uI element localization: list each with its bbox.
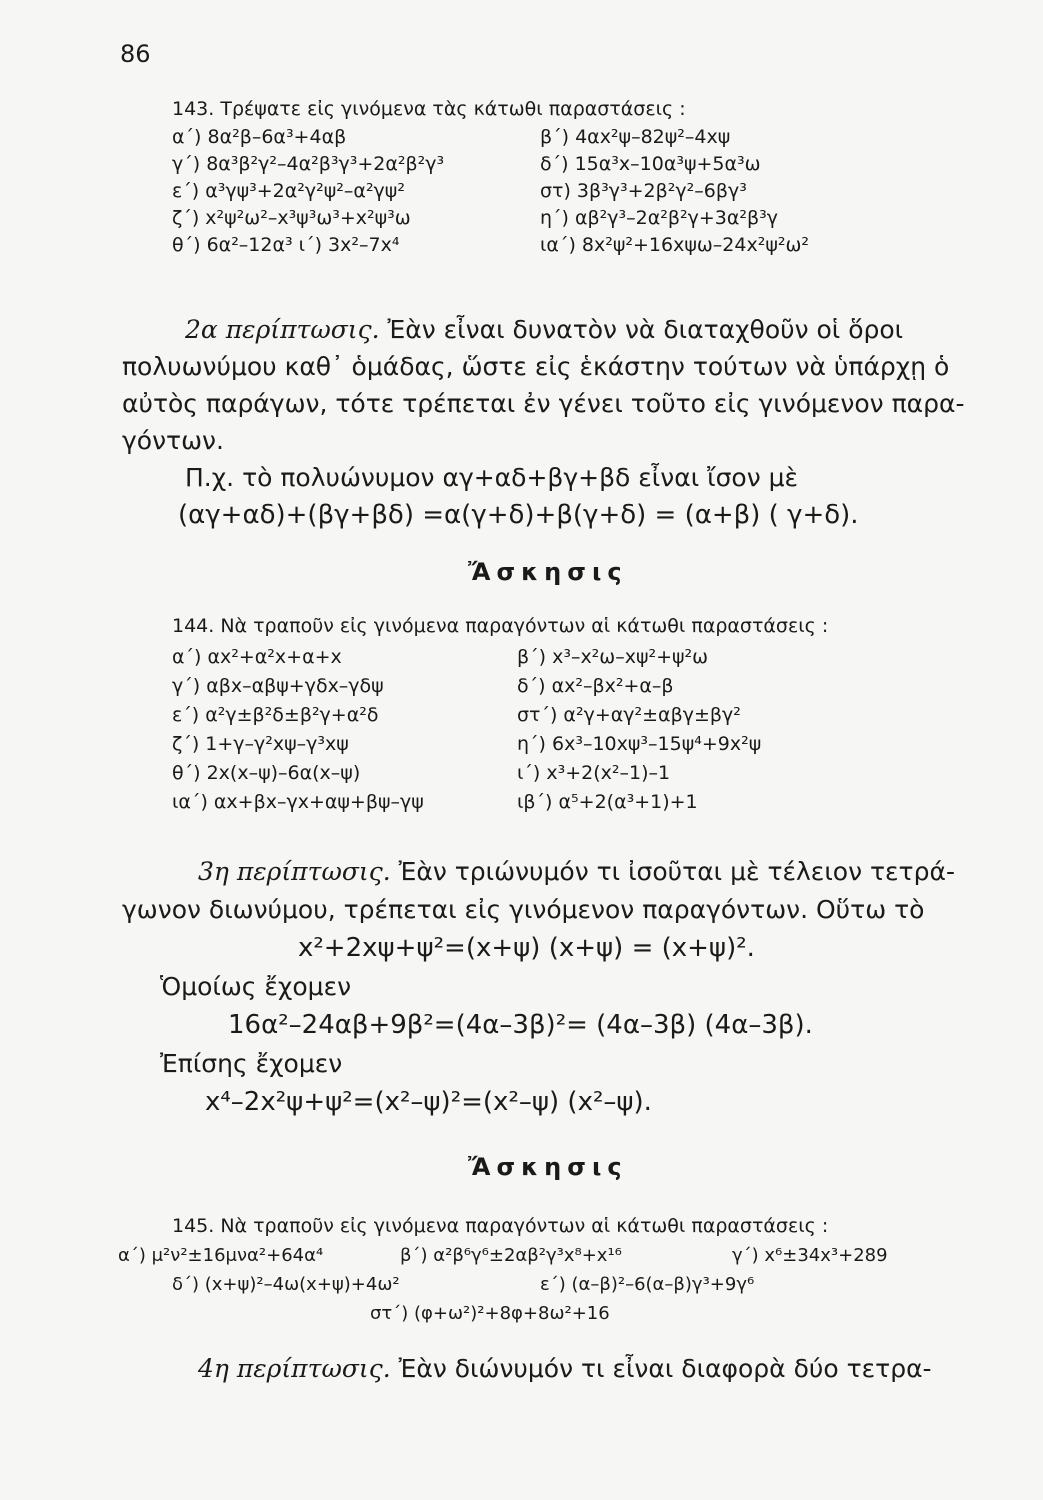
case-2-line-1 — [185, 315, 903, 344]
case-2-example-equation: (αγ+αδ)+(βγ+βδ) =α(γ+δ)+β(γ+δ) = (α+β) ( γ+δ). — [178, 500, 859, 530]
exercise-143-item: α΄) 8α²β–6α³+4αβ — [172, 126, 347, 148]
page-number: 86 — [120, 40, 151, 68]
section-heading: Ἄσκησις — [468, 558, 628, 586]
case-3-also: Ἐπίσης ἔχομεν — [160, 1049, 343, 1078]
case-4-line — [198, 1354, 932, 1383]
exercise-143-item: ια΄) 8x²ψ²+16xψω–24x²ψ²ω² — [540, 234, 810, 256]
exercise-144-item: ε΄) α²γ±β²δ±β²γ+α²δ — [172, 704, 379, 726]
exercise-144-item: α΄) αx²+α²x+α+x — [172, 646, 342, 668]
exercise-144-item: ι΄) x³+2(x²–1)–1 — [517, 762, 671, 784]
exercise-144-item: στ΄) α²γ+αγ²±αβγ±βγ² — [517, 704, 741, 726]
exercise-144-item: γ΄) αβx–αβψ+γδx–γδψ — [172, 675, 384, 697]
exercise-143-item: β΄) 4αx²ψ–82ψ²–4xψ — [540, 126, 731, 148]
case-2-text: Ἐὰν εἶναι δυνατὸν νὰ διαταχθοῦν οἱ ὅροι — [387, 315, 904, 344]
exercise-143-item: στ) 3β³γ³+2β²γ²–6βγ³ — [540, 180, 747, 202]
case-3-similarly: Ὁμοίως ἔχομεν — [160, 972, 352, 1001]
exercise-143-item: η΄) αβ²γ³–2α²β²γ+3α²β³γ — [540, 207, 778, 229]
exercise-144-item: η΄) 6x³–10xψ³–15ψ⁴+9x²ψ — [517, 733, 762, 755]
exercise-144-item: ια΄) αx+βx–γx+αψ+βψ–γψ — [172, 791, 424, 813]
case-3-equation-2: 16α²–24αβ+9β²=(4α–3β)²= (4α–3β) (4α–3β). — [228, 1010, 813, 1040]
exercise-143-item: θ΄) 6α²–12α³ ι΄) 3x²–7x⁴ — [172, 234, 400, 256]
exercise-145-item: ε΄) (α–β)²–6(α–β)γ³+9γ⁶ — [540, 1274, 755, 1295]
exercise-143-item: γ΄) 8α³β²γ²–4α²β³γ³+2α²β²γ³ — [172, 153, 445, 175]
exercise-144-title: 144. Νὰ τραποῦν εἰς γινόμενα παραγόντων αἱ κάτωθι παραστάσεις : — [172, 615, 829, 637]
exercise-145-item: β΄) α²β⁶γ⁶±2αβ²γ³x⁸+x¹⁶ — [400, 1245, 622, 1266]
exercise-144-item: θ΄) 2x(x–ψ)–6α(x–ψ) — [172, 762, 361, 784]
exercise-143-title: 143. Τρέψατε εἰς γινόμενα τὰς κάτωθι παραστάσεις : — [172, 98, 686, 120]
case-3-label: 3η περίπτωσις. — [198, 857, 391, 886]
exercise-145-item: α΄) μ²ν²±16μνα²+64α⁴ — [118, 1245, 324, 1266]
case-2-line-2: πολυωνύμου καθ᾽ ὁμάδας, ὥστε εἰς ἑκάστην τούτων νὰ ὑπάρχῃ ὁ — [122, 352, 950, 381]
exercise-144-item: ζ΄) 1+γ–γ²xψ–γ³xψ — [172, 733, 349, 755]
exercise-145-item: δ΄) (x+ψ)²–4ω(x+ψ)+4ω² — [172, 1274, 400, 1295]
exercise-144-item: δ΄) αx²–βx²+α–β — [517, 675, 674, 697]
section-heading: Ἄσκησις — [468, 1153, 628, 1181]
case-3-equation-1: x²+2xψ+ψ²=(x+ψ) (x+ψ) = (x+ψ)². — [298, 933, 755, 963]
case-2-label: 2α περίπτωσις. — [185, 315, 380, 344]
exercise-143-item: ε΄) α³γψ³+2α²γ²ψ²–α²γψ² — [172, 180, 405, 202]
exercise-144-item: ιβ΄) α⁵+2(α³+1)+1 — [517, 791, 698, 813]
case-2-line-3: αὐτὸς παράγων, τότε τρέπεται ἐν γένει τοῦτο εἰς γινόμενον παρα- — [122, 389, 965, 418]
exercise-144-item: β΄) x³–x²ω–xψ²+ψ²ω — [517, 646, 709, 668]
exercise-145-item: στ΄) (φ+ω²)²+8φ+8ω²+16 — [370, 1303, 610, 1324]
exercise-143-item: ζ΄) x²ψ²ω²–x³ψ³ω³+x²ψ³ω — [172, 207, 411, 229]
case-4-text: Ἐὰν διώνυμόν τι εἶναι διαφορὰ δύο τετρα- — [398, 1354, 932, 1383]
case-3-text: Ἐὰν τριώνυμόν τι ἰσοῦται μὲ τέλειον τετρά- — [398, 857, 955, 886]
case-2-example: Π.χ. τὸ πολυώνυμον αγ+αδ+βγ+βδ εἶναι ἴσον μὲ — [185, 463, 799, 492]
case-3-line-1 — [198, 857, 955, 886]
case-3-equation-3: x⁴–2x²ψ+ψ²=(x²–ψ)²=(x²–ψ) (x²–ψ). — [205, 1087, 652, 1117]
case-2-line-4: γόντων. — [122, 426, 224, 455]
case-3-line-2: γωνον διωνύμου, τρέπεται εἰς γινόμενον παραγόντων. Οὕτω τὸ — [122, 895, 925, 924]
exercise-143-item: δ΄) 15α³x–10α³ψ+5α³ω — [540, 153, 761, 175]
case-4-label: 4η περίπτωσις. — [198, 1354, 391, 1383]
exercise-145-title: 145. Νὰ τραποῦν εἰς γινόμενα παραγόντων αἱ κάτωθι παραστάσεις : — [172, 1215, 829, 1237]
exercise-145-item: γ΄) x⁶±34x³+289 — [732, 1245, 888, 1266]
